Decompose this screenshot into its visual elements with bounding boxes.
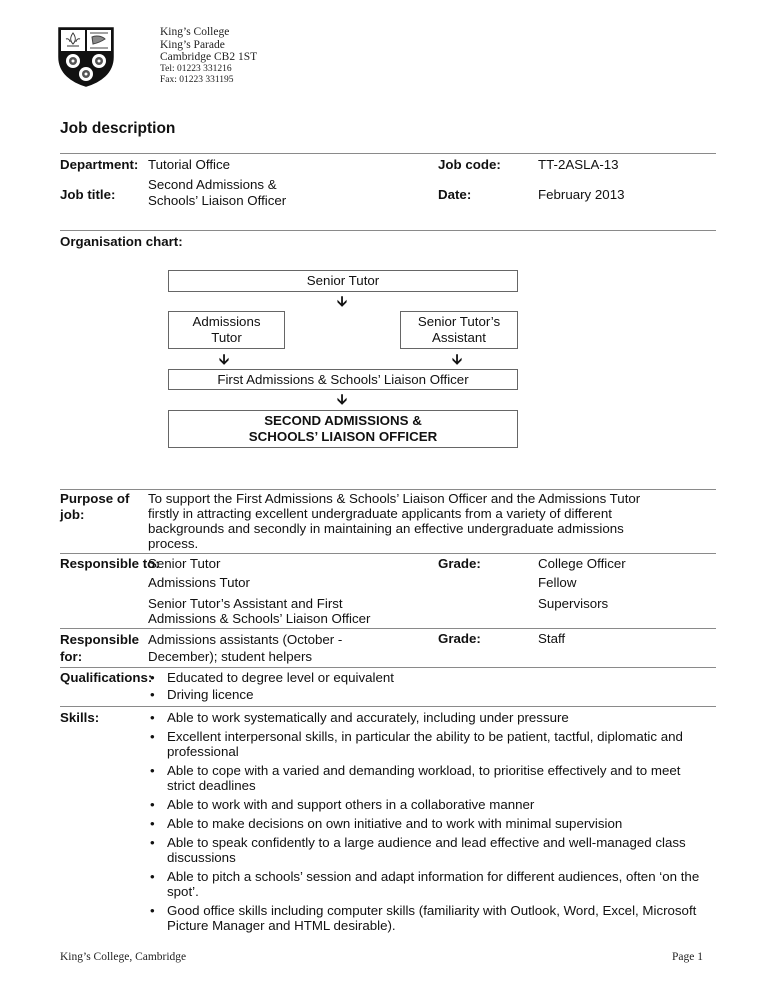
divider [60,628,716,629]
grade-value: Supervisors [538,596,609,611]
responsible-for-value [148,631,342,665]
grade-value: Fellow [538,575,577,590]
purpose-line: backgrounds and secondly in maintaining an effective undergraduate admissions [148,521,624,536]
list-item: • Excellent interpersonal skills, in particular the ability to be patient, tactful, diplomatic and professional [148,729,703,759]
divider [60,489,716,490]
org-box-label: Assistant [432,330,486,345]
list-item: • Able to work with and support others in a collaborative manner [148,797,703,812]
purpose-label-line: Purpose of [60,491,130,506]
department-label: Department: [60,157,139,172]
address-line: Cambridge CB2 1ST [160,51,258,63]
job-title-line: Schools’ Liaison Officer [148,193,287,208]
skills-label: Skills: [60,710,100,725]
college-crest-icon [58,27,114,87]
org-chart-label: Organisation chart: [60,234,183,249]
page-number: Page 1 [672,951,703,963]
job-code-value: TT-2ASLA-13 [538,157,619,172]
skills-list [148,710,703,937]
list-item: • Educated to degree level or equivalent [148,670,716,686]
college-address [160,26,257,86]
responsible-for-label [60,631,139,665]
arrow-down-icon: 🡫 [337,293,348,309]
date-value: February 2013 [538,187,625,202]
qualifications-label: Qualifications: [60,670,153,685]
list-item: • Able to pitch a schools’ session and adapt information for different audiences, often ‘on the spot’. [148,869,703,899]
responsible-for-label-line: Responsible [60,632,140,647]
address-line: King’s College [160,26,230,38]
grade-label: Grade: [438,556,481,571]
responsible-to-line: Senior Tutor’s Assistant and First [148,596,343,611]
responsible-to-item: Senior Tutor [148,556,221,571]
org-box-label: Tutor [211,330,242,345]
org-box-label: Admissions [192,314,261,329]
divider [60,667,716,668]
org-box-label: SCHOOLS’ LIAISON OFFICER [248,429,438,444]
responsible-to-label: Responsible to: [60,556,160,571]
purpose-text [148,491,640,551]
qualifications-list [148,670,716,707]
address-line: King’s Parade [160,38,225,51]
arrow-down-icon: 🡫 [452,351,463,367]
job-code-label: Job code: [438,157,501,172]
responsible-for-label-line: for: [60,649,83,664]
purpose-label-line: job: [60,507,85,522]
purpose-line: process. [148,536,199,551]
department-value: Tutorial Office [148,157,231,172]
org-box-label: SECOND ADMISSIONS & [264,413,422,428]
list-item: • Good office skills including computer skills (familiarity with Outlook, Word, Excel, Microsoft Picture Manager and HTML desirable). [148,903,703,933]
fax: Fax: 01223 331195 [160,74,234,85]
purpose-label [60,491,129,523]
footer-left: King’s College, Cambridge [60,951,187,963]
responsible-for-line: Admissions assistants (October - [148,632,343,647]
responsible-to-item: Admissions Tutor [148,575,250,590]
responsible-to-line: Admissions & Schools’ Liaison Officer [148,611,371,626]
org-box-label: Senior Tutor’s [417,314,501,329]
list-item: • Driving licence [148,687,716,703]
org-box-senior-tutor [168,270,518,292]
purpose-line: To support the First Admissions & Schools’ Liaison Officer and the Admissions Tutor [148,491,641,506]
org-box-label: First Admissions & Schools’ Liaison Officer [217,371,469,387]
responsible-to-item [148,596,370,626]
arrow-down-icon: 🡫 [219,351,230,367]
list-item: • Able to work systematically and accurately, including under pressure [148,710,703,725]
grade-label: Grade: [438,631,481,646]
list-item: • Able to speak confidently to a large audience and lead effective and well-managed class discussions [148,835,703,865]
list-item: • Able to make decisions on own initiative and to work with minimal supervision [148,816,703,831]
page-title: Job description [60,120,176,137]
telephone: Tel: 01223 331216 [160,63,232,74]
grade-value: College Officer [538,556,626,571]
org-box-senior-tutors-assistant [400,311,518,349]
org-box-label: Senior Tutor [306,273,380,288]
job-title-line: Second Admissions & [148,177,277,192]
divider [60,553,716,554]
purpose-line: firstly in attracting excellent undergraduate applicants from a variety of different [148,506,612,521]
arrow-down-icon: 🡫 [337,391,348,407]
job-title-value [148,177,286,209]
org-box-first-admissions-officer [168,369,518,390]
grade-value: Staff [538,631,566,646]
job-title-label: Job title: [60,187,116,202]
org-box-admissions-tutor [168,311,285,349]
divider [60,706,716,707]
responsible-for-line: December); student helpers [148,649,313,664]
list-item: • Able to cope with a varied and demanding workload, to prioritise effectively and to meet strict deadlines [148,763,703,793]
date-label: Date: [438,187,472,202]
divider [60,153,716,154]
divider [60,230,716,231]
org-box-second-admissions-officer [168,410,518,448]
